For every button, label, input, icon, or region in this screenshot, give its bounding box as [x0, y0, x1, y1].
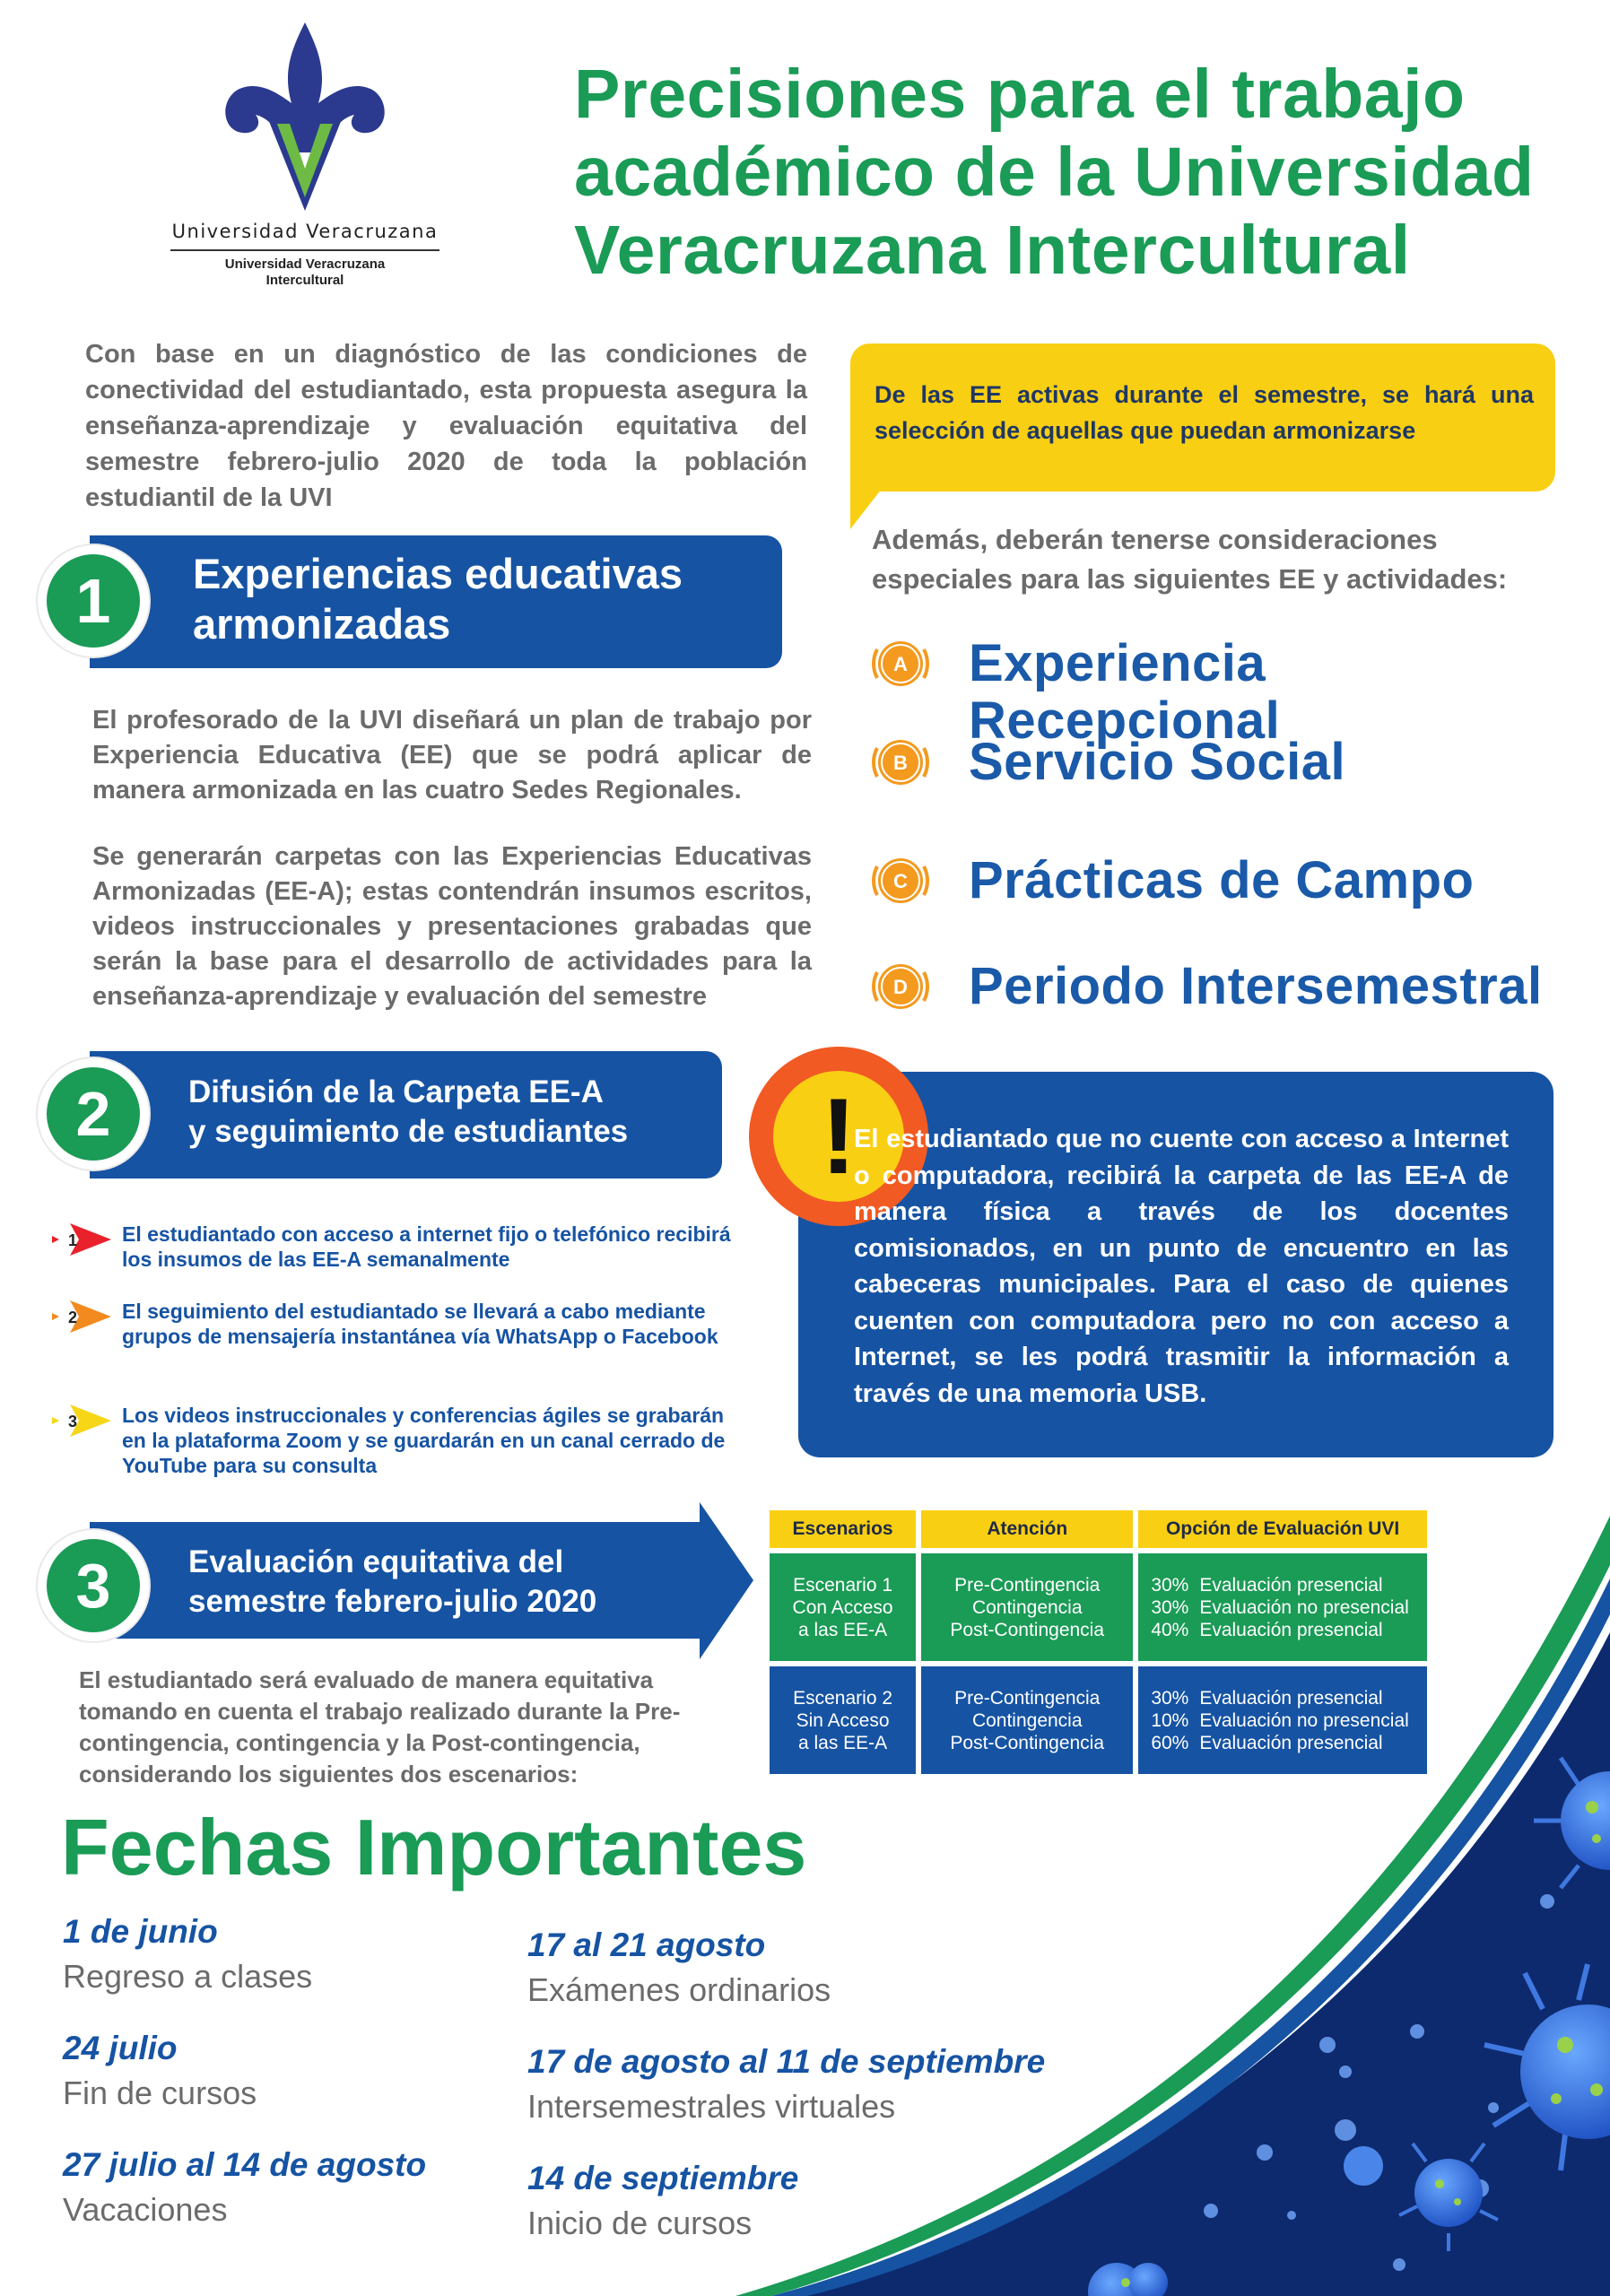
table-row: [770, 1553, 1427, 1661]
arrow-bullet-2-icon: [52, 1299, 113, 1335]
pct: 30%: [1151, 1596, 1189, 1618]
bullet-item-2: [52, 1299, 734, 1379]
fecha-desc: Inicio de cursos: [527, 2205, 753, 2241]
table-cell-atencion: [921, 1666, 1133, 1774]
cell-line: [1151, 1709, 1427, 1732]
tipo: Evaluación presencial: [1199, 1732, 1383, 1753]
fechas-title: Fechas Importantes: [61, 1803, 807, 1892]
table-cell-atencion: [921, 1553, 1133, 1661]
section3-title-line2: semestre febrero-julio 2020: [188, 1584, 597, 1619]
cell-line: [1151, 1687, 1427, 1709]
fecha-date: 1 de junio: [63, 1913, 218, 1950]
section1-number: 1: [38, 545, 149, 657]
section1-title: [193, 549, 776, 649]
section3-title: [188, 1543, 727, 1622]
logo-name-sub1: Universidad Veracruzana: [224, 257, 386, 272]
table-header-evaluacion: Opción de Evaluación UVI: [1138, 1510, 1427, 1548]
section1-title-line2: armonizadas: [193, 600, 451, 648]
cell-line: Post-Contingencia: [950, 1732, 1105, 1753]
pct: 60%: [1151, 1732, 1189, 1753]
cell-line: [1151, 1619, 1427, 1641]
section2-title-line2: y seguimiento de estudiantes: [188, 1114, 629, 1149]
warning-text: El estudiantado que no cuente con acceso a Internet o computadora, recibirá la carpeta de las EE-A de manera física a través de los docentes comisionados, en un punto de encuentro en las cabeceras municipales. Para el caso de quienes cuenten con computadora pero no con acceso a Internet, se les podrá trasmitir la información a través de una memoria USB.: [854, 1125, 1509, 1408]
ee-item-c: [868, 845, 1586, 917]
letter-c-badge-icon: [868, 848, 933, 913]
yellow-note-tail: [850, 448, 913, 529]
ee-item-b: [868, 726, 1586, 798]
cell-line: Pre-Contingencia: [954, 1687, 1101, 1709]
ademas-text: Además, deberán tenerse consideraciones especiales para las siguientes EE y actividades:: [872, 524, 1508, 595]
pct: 40%: [1151, 1619, 1189, 1640]
table-header-escenarios: Escenarios: [770, 1510, 916, 1548]
section1-paragraph2: Se generarán carpetas con las Experiencias Educativas Armonizadas (EE-A); estas contendrán insumos escritos, videos instruccionales y presentaciones grabadas que serán la base para el desarrollo de actividades para la enseñanza-aprendizaje y evaluación del semestre: [92, 842, 812, 1011]
table-cell-escenario: [770, 1666, 916, 1774]
evaluation-table: [764, 1505, 1432, 1779]
section2-title: [188, 1073, 718, 1152]
fecha-desc: Exámenes ordinarios: [527, 1971, 831, 2008]
fecha-desc: Vacaciones: [63, 2191, 228, 2228]
cell-line: Sin Acceso: [796, 1709, 890, 1731]
logo-name-sub2: Intercultural: [265, 273, 344, 288]
logo-divider: [170, 249, 439, 251]
logo-name-main: Universidad Veracruzana: [171, 221, 439, 242]
fecha-desc: Intersemestrales virtuales: [527, 2088, 896, 2125]
svg-text:3: 3: [68, 1413, 78, 1431]
uv-fleur-logo-icon: [220, 18, 390, 215]
fecha-date: 14 de septiembre: [527, 2160, 799, 2196]
svg-text:D: D: [893, 976, 908, 998]
cell-line: Escenario 2: [793, 1687, 893, 1709]
pct: 30%: [1151, 1574, 1189, 1596]
fecha-desc: Fin de cursos: [63, 2074, 257, 2111]
table-header-atencion: Atención: [921, 1510, 1133, 1548]
cell-line: Escenario 1: [793, 1574, 893, 1596]
tipo: Evaluación presencial: [1199, 1687, 1383, 1709]
table-cell-evaluacion: [1138, 1553, 1427, 1661]
tipo: Evaluación no presencial: [1199, 1709, 1409, 1731]
fecha-date: 24 julio: [63, 2030, 178, 2066]
svg-text:A: A: [893, 653, 908, 675]
cell-line: [1151, 1732, 1427, 1754]
cell-line: a las EE-A: [797, 1732, 888, 1753]
bullet-text-2: El seguimiento del estudiantado se llevará a cabo mediante grupos de mensajería instantánea vía WhatsApp o Facebook: [122, 1300, 718, 1348]
arrow-bullet-3-icon: [52, 1403, 113, 1439]
bullet-text-3: Los videos instruccionales y conferencias ágiles se grabarán en la plataforma Zoom y se guardarán en un canal cerrado de YouTube para su consulta: [122, 1404, 726, 1477]
table-cell-escenario: [770, 1553, 916, 1661]
tipo: Evaluación presencial: [1199, 1619, 1383, 1640]
letter-d-badge-icon: [868, 954, 933, 1019]
ee-item-a: [868, 628, 1586, 750]
ee-label-a: Experiencia Recepcional: [969, 634, 1281, 750]
table-row: [770, 1666, 1427, 1774]
yellow-note-text: De las EE activas durante el semestre, se hará una selección de aquellas que puedan armonizarse: [875, 381, 1534, 444]
pct: 10%: [1151, 1709, 1189, 1731]
section2-title-line1: Difusión de la Carpeta EE-A: [188, 1074, 604, 1109]
bullet-item-3: [52, 1403, 734, 1483]
bullet-item-1: [52, 1222, 734, 1275]
uv-logo: [152, 18, 457, 305]
cell-line: Pre-Contingencia: [954, 1574, 1101, 1596]
cell-line: Post-Contingencia: [950, 1619, 1105, 1640]
table-header-row: [770, 1510, 1427, 1548]
pct: 30%: [1151, 1687, 1189, 1709]
letter-a-badge-icon: [868, 631, 933, 696]
svg-text:2: 2: [68, 1309, 78, 1326]
section1-title-line1: Experiencias educativas: [193, 550, 683, 597]
letter-b-badge-icon: [868, 730, 933, 795]
table-cell-evaluacion: [1138, 1666, 1427, 1774]
section3-number: 3: [38, 1530, 149, 1641]
svg-text:C: C: [893, 870, 908, 892]
ee-item-d: [868, 951, 1586, 1022]
page-title-line1: Precisiones para el trabajo: [574, 56, 1466, 133]
section3-title-line1: Evaluación equitativa del: [188, 1544, 564, 1579]
section1-paragraph1: El profesorado de la UVI diseñará un plan de trabajo por Experiencia Educativa (EE) que se podrá aplicar de manera armonizada en las cuatro Sedes Regionales.: [92, 706, 812, 804]
page-title: [574, 56, 1588, 290]
cell-line: Contingencia: [971, 1709, 1083, 1731]
page-title-line3: Veracruzana Intercultural: [574, 212, 1411, 289]
exclamation-icon: !: [773, 1071, 904, 1202]
cell-line: [1151, 1596, 1427, 1619]
ee-label-d: Periodo Intersemestral: [969, 957, 1543, 1015]
intro-paragraph: Con base en un diagnóstico de las condiciones de conectividad del estudiantado, esta propuesta asegura la enseñanza-aprendizaje y evaluación equitativa del semestre febrero-julio 2020 de toda la población estudiantil de la UVI: [85, 340, 807, 512]
cell-line: [1151, 1574, 1427, 1596]
svg-text:1: 1: [68, 1231, 78, 1249]
cell-line: Con Acceso: [792, 1596, 893, 1618]
tipo: Evaluación presencial: [1199, 1574, 1383, 1596]
tipo: Evaluación no presencial: [1199, 1596, 1409, 1618]
bullet-text-1: El estudiantado con acceso a internet fijo o telefónico recibirá los insumos de las EE-A semanalmente: [122, 1222, 731, 1271]
cell-line: Contingencia: [971, 1596, 1083, 1618]
fecha-date: 17 al 21 agosto: [527, 1926, 766, 1963]
section3-paragraph: El estudiantado será evaluado de manera equitativa tomando en cuenta el trabajo realizado durante la Pre-contingencia, contingencia y la Post-contingencia, considerando los siguientes dos escenarios:: [79, 1666, 681, 1787]
fecha-desc: Regreso a clases: [63, 1958, 313, 1995]
cell-line: a las EE-A: [797, 1619, 888, 1640]
ee-label-c: Prácticas de Campo: [969, 851, 1475, 909]
fecha-date: 27 julio al 14 de agosto: [63, 2146, 427, 2183]
section2-number: 2: [38, 1058, 149, 1170]
ee-label-b: Servicio Social: [969, 733, 1346, 791]
arrow-bullet-1-icon: [52, 1222, 113, 1257]
page-title-line2: académico de la Universidad: [574, 134, 1535, 211]
fecha-date: 17 de agosto al 11 de septiembre: [527, 2043, 1046, 2080]
svg-text:B: B: [893, 752, 908, 774]
